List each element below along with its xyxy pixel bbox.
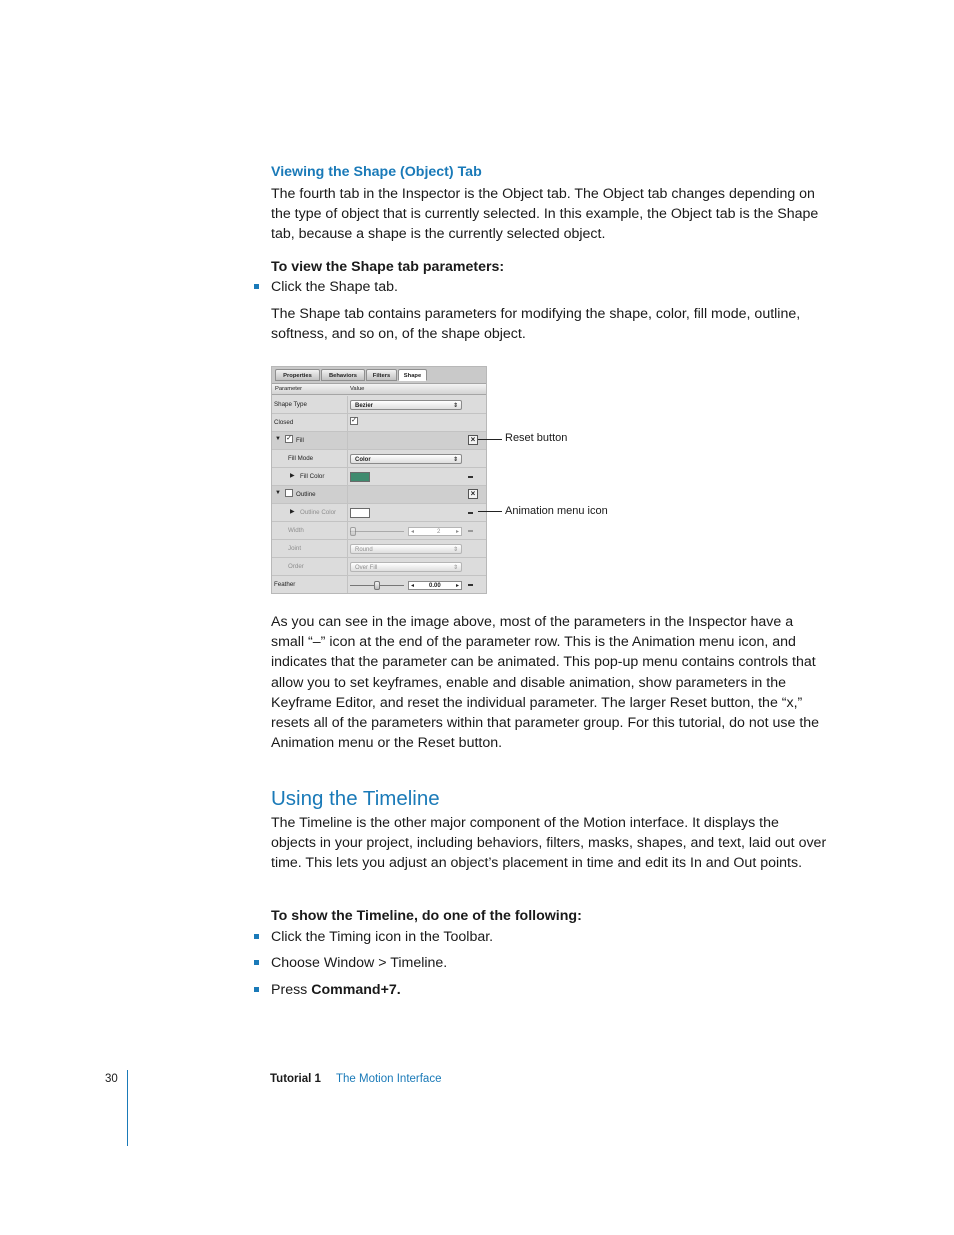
fill-label: Fill — [296, 437, 304, 444]
outline-label: Outline — [296, 491, 316, 498]
section-heading: Viewing the Shape (Object) Tab — [271, 164, 482, 180]
shape-type-label: Shape Type — [274, 401, 307, 408]
feather-row — [272, 576, 486, 594]
outline-color-swatch[interactable] — [350, 508, 370, 518]
animation-menu-icon[interactable] — [468, 512, 473, 514]
popup-arrows-icon: ⇕ — [452, 457, 458, 463]
page-number: 30 — [105, 1073, 118, 1085]
outline-checkbox[interactable] — [285, 489, 293, 497]
shape-tab-description: The Shape tab contains parameters for modifying the shape, color, fill mode, outline, softness, and so on, of the shape object. — [271, 306, 801, 343]
bullet-marker — [254, 284, 259, 289]
value-column-label: Value — [350, 386, 365, 392]
fill-mode-row — [272, 450, 486, 468]
fill-color-row — [272, 468, 486, 486]
bullet-marker — [254, 987, 259, 992]
inspector-screenshot — [271, 366, 487, 594]
joint-label: Joint — [288, 545, 302, 552]
joint-row — [272, 540, 486, 558]
order-popup[interactable]: Over Fill ⇕ — [350, 562, 462, 572]
tab-bar — [272, 367, 486, 384]
task-heading: To view the Shape tab parameters: — [271, 259, 505, 275]
fill-reset-button[interactable]: × — [468, 435, 478, 445]
fill-color-swatch[interactable] — [350, 472, 370, 482]
width-slider-knob[interactable] — [350, 527, 356, 536]
animation-menu-icon[interactable] — [468, 584, 473, 586]
feather-value-field[interactable]: ◂ 0.00 ▸ — [408, 581, 462, 590]
bullet-marker — [254, 934, 259, 939]
width-row — [272, 522, 486, 540]
feather-label: Feather — [274, 581, 296, 588]
reset-callout-line — [478, 439, 502, 440]
closed-row — [272, 414, 486, 432]
popup-arrows-icon: ⇕ — [452, 565, 458, 571]
fill-group-row — [272, 432, 486, 450]
timeline-bullet-1: Click the Timing icon in the Toolbar. — [271, 929, 494, 945]
column-header — [272, 384, 486, 395]
explanation-paragraph: As you can see in the image above, most of the parameters in the Inspector have a small “–” icon at the end of the parameter row. This is the Animation menu icon, and indicates that the parameter can be animated. This pop-up menu contains controls that allow you to set keyframes, enable and disable animation, show parameters in the Keyframe Editor, and reset the individual parameter. The larger Reset button, the “x,” resets all of the parameters within that parameter group. For this tutorial, do not use the Animation menu or the Reset button. — [271, 614, 820, 752]
tab-properties[interactable]: Properties — [275, 369, 320, 381]
shape-type-row — [272, 396, 486, 414]
disclosure-triangle-icon[interactable]: ▶ — [290, 509, 295, 515]
keyboard-shortcut: Command+7. — [311, 982, 401, 998]
order-row — [272, 558, 486, 576]
animation-callout: Animation menu icon — [505, 505, 608, 517]
timeline-bullet-3: Press Command+7. — [271, 982, 401, 998]
parameter-column-label: Parameter — [275, 386, 303, 392]
disclosure-triangle-icon[interactable]: ▼ — [275, 436, 281, 442]
timeline-bullet-2: Choose Window > Timeline. — [271, 955, 448, 971]
popup-arrows-icon: ⇕ — [452, 547, 458, 553]
fill-mode-popup[interactable]: Color ⇕ — [350, 454, 462, 464]
width-label: Width — [288, 527, 304, 534]
footer-chapter-title: The Motion Interface — [336, 1073, 442, 1085]
intro-paragraph: The fourth tab in the Inspector is the Object tab. The Object tab changes depending on the type of object that is currently selected. In this example, the Object tab is the Shape tab, because a shape is the currently selected object. — [271, 186, 819, 243]
joint-popup[interactable]: Round ⇕ — [350, 544, 462, 554]
popup-arrows-icon: ⇕ — [452, 403, 458, 409]
timeline-heading: Using the Timeline — [271, 787, 440, 810]
width-value-field[interactable]: ◂ 2 ▸ — [408, 527, 462, 536]
bullet-item: Click the Shape tab. — [271, 279, 398, 295]
timeline-task-heading: To show the Timeline, do one of the following: — [271, 908, 582, 924]
outline-color-label: Outline Color — [300, 509, 337, 516]
tab-behaviors[interactable]: Behaviors — [321, 369, 365, 381]
tab-shape[interactable]: Shape — [398, 369, 427, 381]
footer-rule — [127, 1070, 128, 1146]
disclosure-triangle-icon[interactable]: ▼ — [275, 490, 281, 496]
order-label: Order — [288, 563, 304, 570]
closed-checkbox[interactable]: ✓ — [351, 417, 357, 424]
reset-callout: Reset button — [505, 432, 568, 444]
fill-mode-label: Fill Mode — [288, 455, 314, 462]
fill-color-label: Fill Color — [300, 473, 325, 480]
tab-filters[interactable]: Filters — [366, 369, 397, 381]
timeline-intro: The Timeline is the other major component of the Motion interface. It displays the objects in your project, including behaviors, filters, masks, shapes, and text, laid out over time. This lets you adjust an object’s placement in time and edit its In and Out points. — [271, 815, 827, 872]
width-slider-track[interactable] — [350, 531, 404, 532]
closed-label: Closed — [274, 419, 294, 426]
outline-reset-button[interactable]: × — [468, 489, 478, 499]
fill-checkbox[interactable]: ✓ — [286, 435, 292, 442]
animation-menu-icon[interactable] — [468, 530, 473, 532]
footer-chapter: Tutorial 1 — [270, 1073, 321, 1085]
bullet-marker — [254, 960, 259, 965]
feather-slider-knob[interactable] — [374, 581, 380, 590]
shape-type-popup[interactable]: Bezier ⇕ — [350, 400, 462, 410]
animation-menu-icon[interactable] — [468, 476, 473, 478]
disclosure-triangle-icon[interactable]: ▶ — [290, 473, 295, 479]
animation-callout-line — [478, 511, 502, 512]
outline-group-row — [272, 486, 486, 504]
outline-color-row — [272, 504, 486, 522]
